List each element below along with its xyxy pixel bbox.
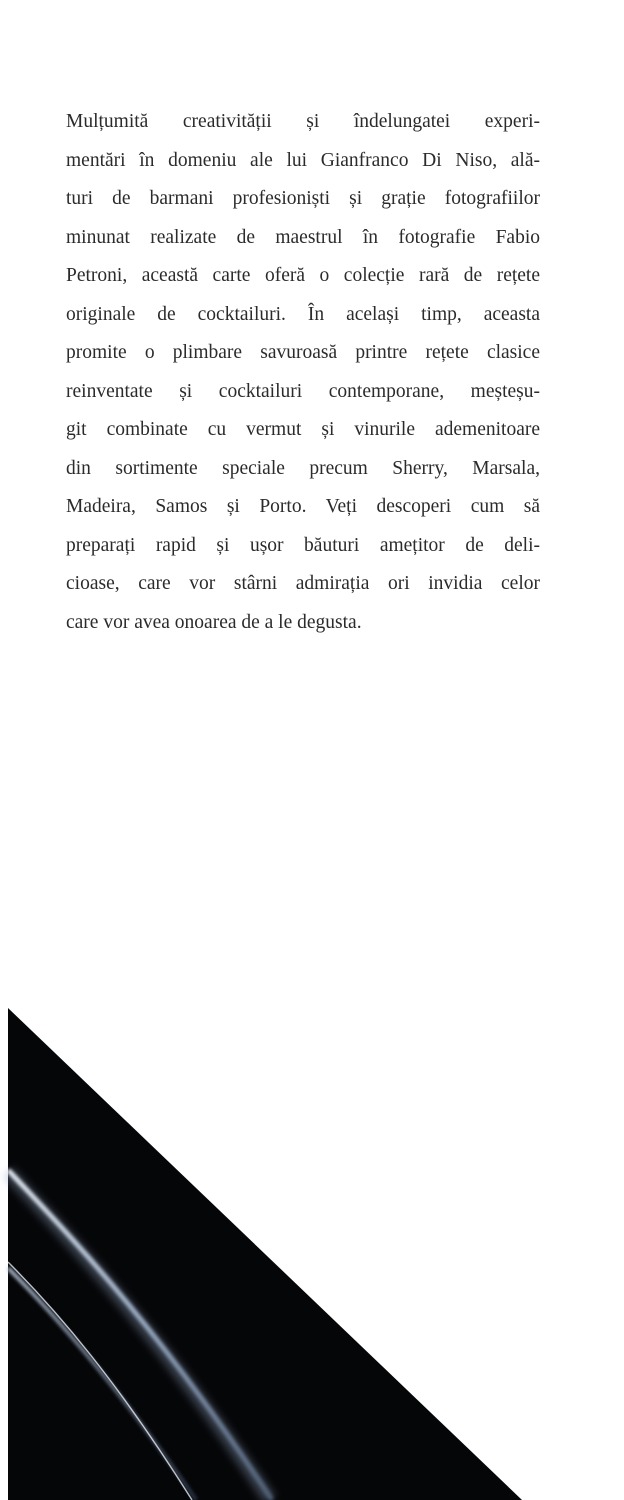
description-line: promite o plimbare savuroasă printre rețete clasice: [66, 342, 540, 363]
description-line: originale de cocktailuri. În același timp, aceasta: [66, 303, 540, 325]
book-description: [66, 103, 540, 642]
description-line: Madeira, Samos și Porto. Veți descoperi cum să: [66, 496, 540, 517]
description-line: reinventate și cocktailuri contemporane, meșteșu-: [66, 380, 540, 402]
cocktail-glass-photo: [0, 1000, 624, 1500]
description-line: cioase, care vor stârni admirația ori invidia celor: [66, 573, 540, 594]
description-line: git combinate cu vermut și vinurile ademenitoare: [66, 419, 540, 440]
description-line: mentări în domeniu ale lui Gianfranco Di Niso, ală-: [66, 149, 540, 171]
description-line: turi de barmani profesioniști și grație fotografiilor: [66, 188, 540, 209]
description-line: minunat realizate de maestrul în fotografie Fabio: [66, 226, 540, 248]
description-line: Petroni, această carte oferă o colecție rară de rețete: [66, 265, 540, 286]
description-line: din sortimente speciale precum Sherry, Marsala,: [66, 457, 540, 479]
description-line: preparați rapid și ușor băuturi amețitor de deli-: [66, 534, 540, 556]
description-line: care vor avea onoarea de a le degusta.: [66, 611, 362, 633]
description-line: Mulțumită creativității și îndelungatei experi-: [66, 111, 540, 132]
